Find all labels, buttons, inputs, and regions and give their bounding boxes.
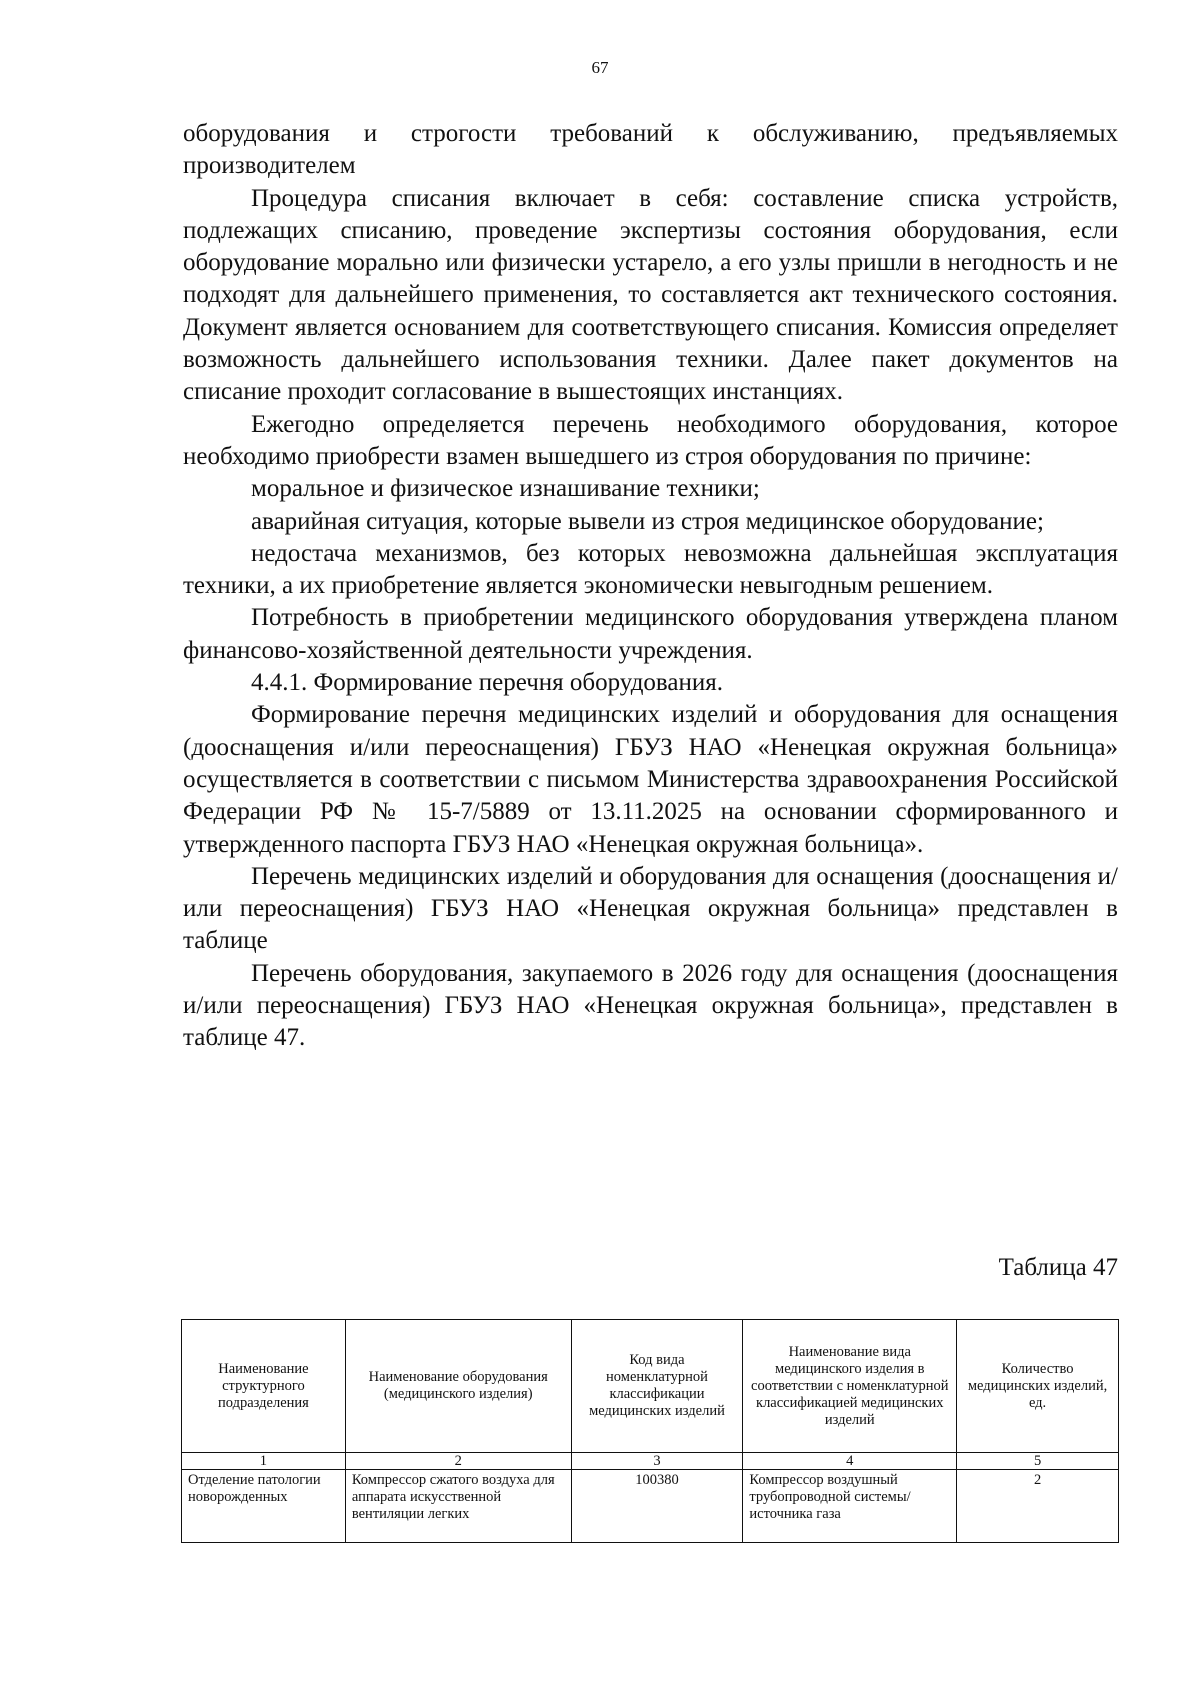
cell-department: Отделение патологии новорожденных bbox=[182, 1470, 346, 1543]
list-item: недостача механизмов, без которых невозможна дальнейшая эксплуатация техники, а их приобретение является экономически невыгодным решением. bbox=[183, 539, 1118, 600]
column-header: Количество медицинских изделий, ед. bbox=[957, 1320, 1119, 1453]
cell-equipment-name: Компрессор сжатого воздуха для аппарата искусственной вентиляции легких bbox=[345, 1470, 571, 1543]
table-caption: Таблица 47 bbox=[998, 1254, 1118, 1281]
paragraph-list-reference: Перечень медицинских изделий и оборудования для оснащения (дооснащения и/или переоснащения) ГБУЗ НАО «Ненецкая окружная больница» представлен в таблице bbox=[183, 862, 1118, 955]
column-number: 4 bbox=[743, 1453, 957, 1470]
equipment-table bbox=[181, 1319, 1119, 1543]
column-header: Код вида номенклатурной классификации медицинских изделий bbox=[571, 1320, 743, 1453]
paragraph-2026-purchase: Перечень оборудования, закупаемого в 2026 году для оснащения (дооснащения и/или переоснащения) ГБУЗ НАО «Ненецкая окружная больница», представлен в таблице 47. bbox=[183, 959, 1118, 1052]
column-header: Наименование структурного подразделения bbox=[182, 1320, 346, 1453]
section-heading: 4.4.1. Формирование перечня оборудования. bbox=[251, 669, 724, 697]
table-header-row bbox=[182, 1320, 1119, 1453]
column-header: Наименование оборудования (медицинского изделия) bbox=[345, 1320, 571, 1453]
column-number: 3 bbox=[571, 1453, 743, 1470]
paragraph-writeoff-procedure: Процедура списания включает в себя: составление списка устройств, подлежащих списанию, проведение экспертизы состояния оборудования, если оборудование морально или физически устарело, а его узлы пришли в негодность и не подходят для дальнейшего применения, то составляется акт технического состояния. Документ является основанием для соответствующего списания. Комиссия определяет возможность дальнейшего использования техники. Далее пакет документов на списание проходит согласование в вышестоящих инстанциях. bbox=[183, 184, 1118, 406]
paragraph-annual-list: Ежегодно определяется перечень необходимого оборудования, которое необходимо приобрести взамен вышедшего из строя оборудования по причине: bbox=[183, 410, 1118, 470]
cell-quantity: 2 bbox=[957, 1470, 1119, 1543]
column-number: 2 bbox=[345, 1453, 571, 1470]
table-row bbox=[182, 1470, 1119, 1543]
body-text bbox=[183, 118, 1118, 1055]
cell-nomenclature-code: 100380 bbox=[571, 1470, 743, 1543]
column-number: 5 bbox=[957, 1453, 1119, 1470]
list-item: аварийная ситуация, которые вывели из строя медицинское оборудование; bbox=[251, 507, 1044, 535]
list-item: моральное и физическое изнашивание техники; bbox=[251, 475, 760, 503]
paragraph-continuation: оборудования и строгости требований к обслуживанию, предъявляемых производителем bbox=[183, 120, 1118, 180]
page-number: 67 bbox=[591, 58, 609, 77]
column-number: 1 bbox=[182, 1453, 346, 1470]
column-header: Наименование вида медицинского изделия в соответствии с номенклатурной классификацией медицинских изделий bbox=[743, 1320, 957, 1453]
column-number-row bbox=[182, 1453, 1119, 1470]
paragraph-formation: Формирование перечня медицинских изделий и оборудования для оснащения (дооснащения и/или переоснащения) ГБУЗ НАО «Ненецкая окружная больница» осуществляется в соответствии с письмом Министерства здравоохранения Российской Федерации РФ № 15-7/5889 от 13.11.2025 на основании сформированного и утвержденного паспорта ГБУЗ НАО «Ненецкая окружная больница». bbox=[183, 701, 1118, 858]
cell-device-type: Компрессор воздушный трубопроводной системы/источника газа bbox=[743, 1470, 957, 1543]
paragraph-need: Потребность в приобретении медицинского оборудования утверждена планом финансово-хозяйственной деятельности учреждения. bbox=[183, 604, 1118, 664]
